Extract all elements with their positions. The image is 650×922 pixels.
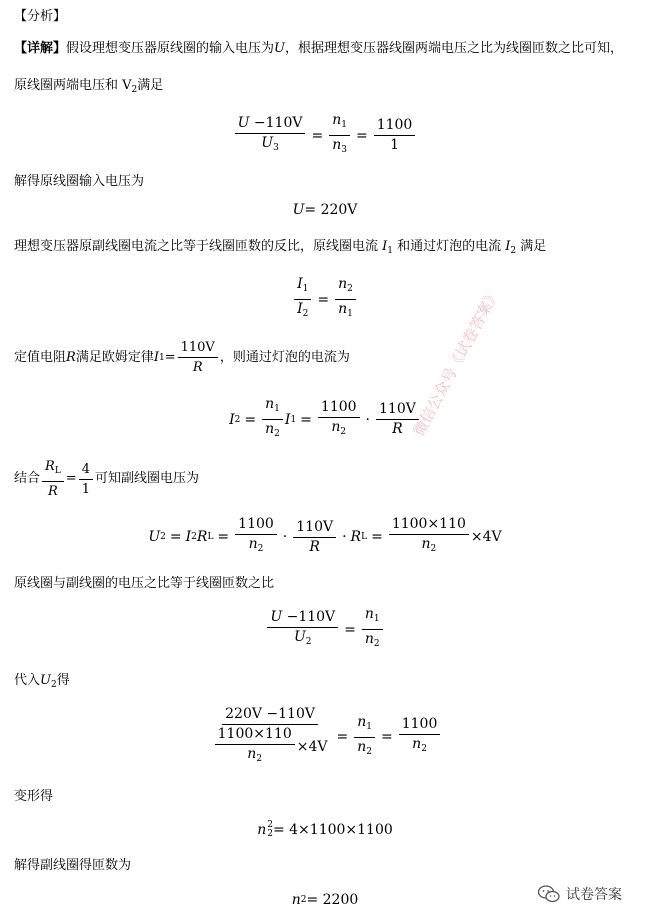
fraction: $\frac{n_1}{n_3}$ [329,112,350,159]
fraction: $\frac{1100\times 110}{n_2}$ [389,516,469,558]
equation-current-ratio: $\frac{I_1}{I_2}$ = $\frac{n_2}{n_1}$ [0,276,650,323]
wechat-icon [538,885,560,903]
fraction: $\frac{U -110V}{U_2}$ [267,609,338,651]
text-line-6: 结合 $\frac{R_L}{R}$ = $\frac{4}{1}$ 可知副线圈电压为 [14,459,199,499]
watermark: 微信公众号《试卷答案》 [409,285,504,440]
fraction: $\frac{1100}{n_2}$ [399,716,441,758]
fraction: $\frac{I_1}{I_2}$ [294,276,311,323]
detail-line-2: 原线圈两端电压和 $V_2$满足 [14,78,164,95]
fraction: $\frac{U -110V}{U_3}$ [235,115,306,157]
fraction: $\frac{n_1}{n_2}$ [354,714,375,761]
text-line-4: 理想变压器原副线圈电流之比等于线圈匝数的反比，原线圈电流 $I_1$ 和通过灯泡的电流 $I_2$ 满足 [14,239,547,256]
fraction: $\frac{1100}{n_2}$ [235,516,277,558]
text-line-9: 变形得 [14,789,54,804]
fraction: $\frac{110V}{R}$ [178,339,218,376]
equation-substitution: 220V −110V $\frac{1100\times 110}{n_2}$ ×4V = $\frac{n_1}{n_2}$ = $\frac{1100}{n_2}$ [0,706,650,768]
fraction: $\frac{n_2}{n_1}$ [335,276,356,323]
fraction: $\frac{110V}{R}$ [293,519,336,556]
fraction: 220V −110V $\frac{1100\times 110}{n_2}$ ×4V [210,706,331,768]
fraction: $\frac{n_1}{n_2}$ [262,396,283,443]
text-line-7: 原线圈与副线圈的电压之比等于线圈匝数之比 [14,576,275,591]
equation-rearranged: n 2 2 = 4×1100×1100 [257,820,393,839]
analysis-heading: 【分析】 [14,9,67,24]
text-line-3: 解得原线圈输入电压为 [14,174,145,189]
fraction: $\frac{R_L}{R}$ [42,458,64,500]
fraction: $\frac{1100}{n_2}$ [318,399,360,441]
equation-result: n 2 = 2200 [291,892,359,908]
detail-line-1: 【详解】假设理想变压器原线圈的输入电压为U，根据理想变压器线圈两端电压之比为线圈匝数之比可知， [14,41,624,56]
fraction: $\frac{1100}{1}$ [374,117,416,154]
equation-voltage-ratio: $\frac{U -110V}{U_3}$ = $\frac{n_1}{n_3}$ = $\frac{1100}{1}$ [0,112,650,159]
text-line-10: 解得副线圈得匝数为 [14,858,132,873]
equation-secondary-voltage: U 2 = I 2 R L = $\frac{1100}{n_2}$ · $\frac{110V}{R}$ · R L = $\frac{1100\times 110}{n_2}$ ×4V [0,516,650,558]
fraction: $\frac{110V}{R}$ [376,401,419,438]
text-line-5: 定值电阻 R 满足欧姆定律 I 1 = $\frac{110V}{R}$ ，则通过灯泡的电流为 [14,340,350,375]
logo-text: 试卷答案 [566,887,622,903]
equation-bulb-current: I 2 = $\frac{n_1}{n_2}$ I 1 = $\frac{1100}{n_2}$ · $\frac{110V}{R}$ [0,396,650,443]
text-line-8: 代入$U_2$得 [14,673,70,690]
fraction: $\frac{n_1}{n_2}$ [362,606,383,653]
equation-input-voltage: U = 220V [292,202,358,218]
fraction: $\frac{4}{1}$ [79,461,93,498]
fraction: $\frac{1100\times 110}{n_2}$ [215,726,295,768]
equation-voltage-ratio-2: $\frac{U -110V}{U_2}$ = $\frac{n_1}{n_2}$ [0,606,650,653]
source-logo [538,884,622,904]
